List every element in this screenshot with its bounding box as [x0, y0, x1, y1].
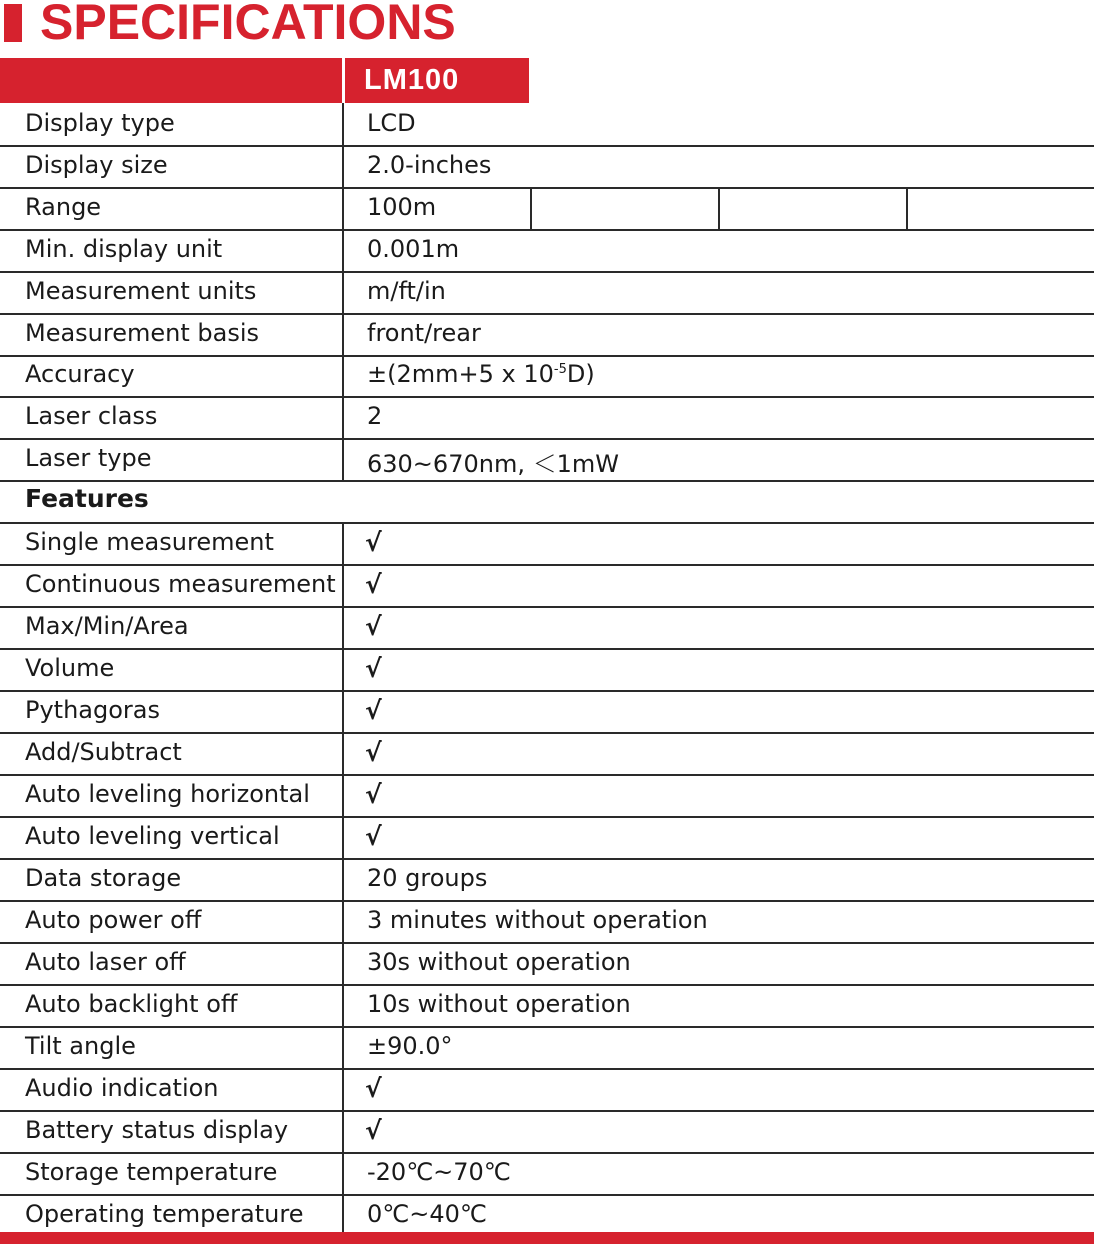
column-divider — [342, 816, 344, 858]
spec-label: Display type — [25, 109, 175, 137]
check-mark: √ — [365, 570, 382, 599]
check-mark: √ — [365, 738, 382, 767]
spec-label: Min. display unit — [25, 235, 223, 263]
spec-label: Continuous measurement — [25, 570, 336, 598]
check-mark: √ — [365, 654, 382, 683]
spec-value: front/rear — [367, 319, 481, 347]
check-mark: √ — [365, 1074, 382, 1103]
row-divider — [0, 396, 1094, 398]
row-divider — [0, 438, 1094, 440]
spec-label: Measurement basis — [25, 319, 260, 347]
column-divider — [342, 732, 344, 774]
row-divider — [0, 984, 1094, 986]
row-divider — [0, 1194, 1094, 1196]
spec-value: -20℃~70℃ — [367, 1158, 511, 1186]
row-divider — [0, 900, 1094, 902]
column-divider — [342, 1110, 344, 1152]
spec-value: 30s without operation — [367, 948, 631, 976]
cell-divider — [906, 187, 908, 229]
row-divider — [0, 187, 1094, 189]
column-divider — [342, 900, 344, 942]
column-divider — [342, 103, 344, 145]
spec-label: Auto backlight off — [25, 990, 238, 1018]
column-divider — [342, 1026, 344, 1068]
row-divider — [0, 564, 1094, 566]
bottom-accent-bar — [0, 1232, 1094, 1244]
spec-label: Battery status display — [25, 1116, 289, 1144]
check-mark: √ — [365, 528, 382, 557]
spec-label: Auto leveling vertical — [25, 822, 280, 850]
spec-label: Laser type — [25, 444, 152, 472]
column-divider — [342, 354, 344, 396]
header-bar-left — [0, 58, 342, 103]
check-mark: √ — [365, 780, 382, 809]
row-divider — [0, 313, 1094, 315]
column-divider — [342, 438, 344, 480]
row-divider — [0, 690, 1094, 692]
column-divider — [342, 187, 344, 229]
row-divider — [0, 1068, 1094, 1070]
spec-label: Operating temperature — [25, 1200, 304, 1228]
spec-label: Accuracy — [25, 360, 135, 388]
column-divider — [342, 942, 344, 984]
accuracy-base: ±(2mm+5 x 10 — [367, 360, 554, 388]
accuracy-suffix: D) — [566, 360, 595, 388]
cell-divider — [530, 187, 532, 229]
row-divider — [0, 229, 1094, 231]
row-divider — [0, 858, 1094, 860]
cell-divider — [718, 187, 720, 229]
column-divider — [342, 522, 344, 564]
spec-value: 0℃~40℃ — [367, 1200, 487, 1228]
column-divider — [342, 648, 344, 690]
spec-label: Auto leveling horizontal — [25, 780, 310, 808]
spec-value: 3 minutes without operation — [367, 906, 708, 934]
spec-value: ±90.0° — [367, 1032, 453, 1060]
spec-label: Audio indication — [25, 1074, 219, 1102]
spec-value: 10s without operation — [367, 990, 631, 1018]
column-divider — [342, 1194, 344, 1236]
row-divider — [0, 606, 1094, 608]
spec-value: 100m — [367, 193, 437, 221]
title-accent-bar — [4, 4, 22, 42]
row-divider — [0, 648, 1094, 650]
row-divider — [0, 480, 1094, 482]
row-divider — [0, 774, 1094, 776]
column-divider — [342, 229, 344, 271]
page-title: SPECIFICATIONS — [40, 0, 456, 50]
spec-label: Tilt angle — [25, 1032, 136, 1060]
spec-label: Laser class — [25, 402, 158, 430]
spec-label: Single measurement — [25, 528, 274, 556]
model-name: LM100 — [364, 64, 460, 96]
check-mark: √ — [365, 822, 382, 851]
check-mark: √ — [365, 696, 382, 725]
spec-value: m/ft/in — [367, 277, 446, 305]
check-mark: √ — [365, 612, 382, 641]
column-divider — [342, 606, 344, 648]
spec-label: Display size — [25, 151, 168, 179]
spec-value: 630~670nm, ＜1mW — [367, 450, 619, 478]
spec-value: 2.0-inches — [367, 151, 492, 179]
row-divider — [0, 1110, 1094, 1112]
spec-value: LCD — [367, 109, 416, 137]
row-divider — [0, 942, 1094, 944]
column-divider — [342, 145, 344, 187]
spec-label: Data storage — [25, 864, 182, 892]
spec-value: 0.001m — [367, 235, 460, 263]
row-divider — [0, 145, 1094, 147]
spec-label: Storage temperature — [25, 1158, 278, 1186]
row-divider — [0, 271, 1094, 273]
spec-label: Max/Min/Area — [25, 612, 189, 640]
row-divider — [0, 1026, 1094, 1028]
row-divider — [0, 732, 1094, 734]
column-divider — [342, 271, 344, 313]
column-divider — [342, 984, 344, 1026]
spec-label: Measurement units — [25, 277, 257, 305]
spec-label: Auto power off — [25, 906, 202, 934]
spec-label: Pythagoras — [25, 696, 160, 724]
accuracy-exponent: -5 — [553, 362, 567, 377]
column-divider — [342, 858, 344, 900]
column-divider — [342, 774, 344, 816]
column-divider — [342, 1152, 344, 1194]
row-divider — [0, 1152, 1094, 1154]
row-divider — [0, 522, 1094, 524]
spec-value — [367, 360, 595, 388]
spec-label: Auto laser off — [25, 948, 186, 976]
column-divider — [342, 313, 344, 355]
row-divider — [0, 816, 1094, 818]
column-divider — [342, 1068, 344, 1110]
row-divider — [0, 355, 1094, 357]
spec-value: 2 — [367, 402, 383, 430]
column-divider — [342, 690, 344, 732]
features-heading: Features — [25, 484, 149, 513]
spec-label: Add/Subtract — [25, 738, 182, 766]
spec-value: 20 groups — [367, 864, 488, 892]
column-divider — [342, 564, 344, 606]
spec-label: Range — [25, 193, 102, 221]
spec-label: Volume — [25, 654, 115, 682]
check-mark: √ — [365, 1116, 382, 1145]
column-divider — [342, 396, 344, 438]
